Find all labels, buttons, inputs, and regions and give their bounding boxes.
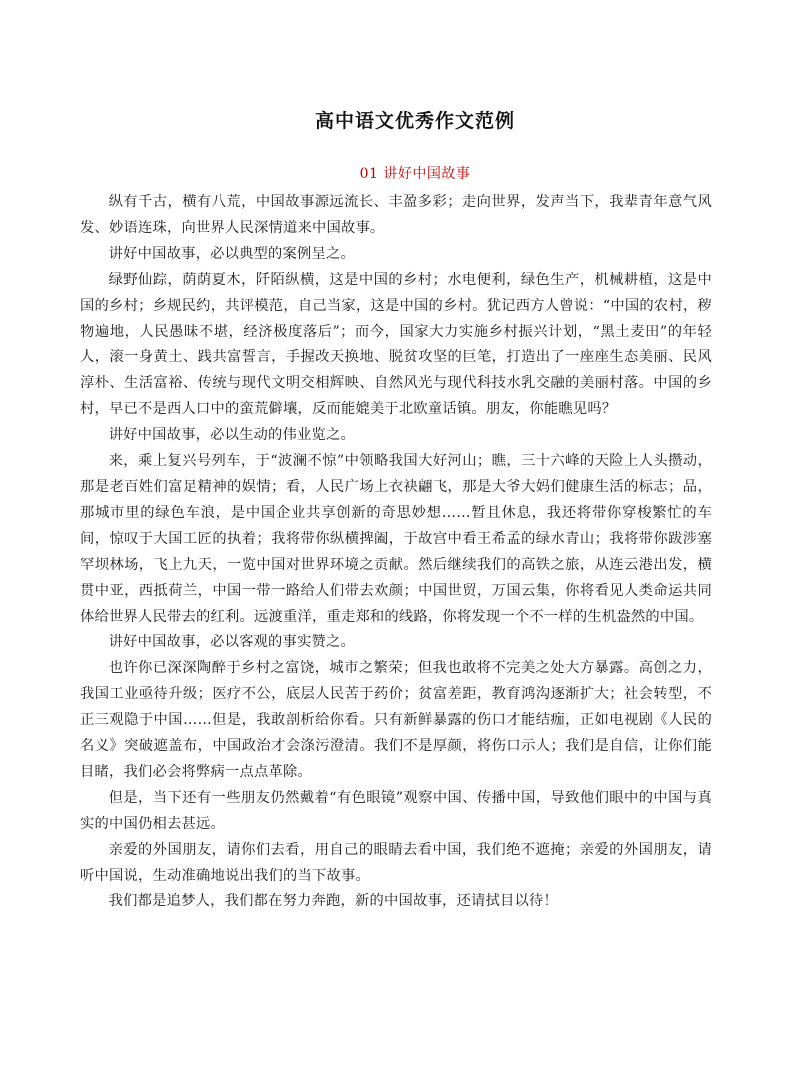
paragraph: 来，乘上复兴号列车，于“波澜不惊”中领略我国大好河山；瞧，三十六峰的天险上人头攒动，那是老百姓们富足精神的娱情；看，人民广场上衣袂翩飞，那是大爷大妈们健康生活的标志；品，那城市里的绿色车浪，是中国企业共享创新的奇思妙想……暂且休息，我还将带你穿梭繁忙的车间，惊叹于大国工匠的执着；我将带你纵横捭阖，于故宫中看王希孟的绿水青山；我将带你跋涉塞罕坝林场，飞上九天，一览中国对世界环境之贡献。然后继续我们的高铁之旅，从连云港出发，横贯中亚，西抵荷兰，中国一带一路给人们带去欢颜；中国世贸，万国云集，你将看见人类命运共同体给世界人民带去的红利。远渡重洋，重走郑和的线路，你将发现一个不一样的生机盎然的中国。 bbox=[80, 453, 712, 625]
paragraph: 绿野仙踪，荫荫夏木，阡陌纵横，这是中国的乡村；水电便利，绿色生产，机械耕植，这是中国的乡村；乡规民约，共评模范，自己当家，这是中国的乡村。犹记西方人曾说：“中国的农村，秽物遍地，人民愚昧不堪，经济极度落后”；而今，国家大力实施乡村振兴计划，“黑土麦田”的年轻人，滚一身黄土、践共富誓言，手握改天换地、脱贫攻坚的巨笔，打造出了一座座生态美丽、民风淳朴、生活富裕、传统与现代文明交相辉映、自然风光与现代科技水乳交融的美丽村落。中国的乡村，早已不是西人口中的蛮荒僻壤，反而能媲美于北欧童话镇。朋友，你能瞧见吗？ bbox=[80, 271, 712, 418]
paragraph: 讲好中国故事，必以客观的事实赞之。 bbox=[108, 634, 356, 651]
paragraph: 亲爱的外国朋友，请你们去看，用自己的眼睛去看中国，我们绝不遮掩；亲爱的外国朋友，请听中国说，生动准确地说出我们的当下故事。 bbox=[80, 841, 712, 884]
paragraph: 也许你已深深陶醉于乡村之富饶，城市之繁荣；但我也敢将不完美之处大方暴露。高创之力，我国工业亟待升级；医疗不公，底层人民苦于药价；贫富差距，教育鸿沟逐渐扩大；社会转型，不正三观隐于中国……但是，我敢剖析给你看。只有新鲜暴露的伤口才能结痂，正如电视剧《人民的名义》突破遮盖布，中国政治才会涤污澄清。我们不是厚颜，将伤口示人；我们是自信，让你们能目睹，我们必会将弊病一点点革除。 bbox=[80, 660, 712, 780]
section-heading: 01 讲好中国故事 bbox=[359, 166, 471, 182]
paragraph: 我们都是追梦人，我们都在努力奔跑，新的中国故事，还请拭目以待！ bbox=[108, 893, 558, 910]
document-body bbox=[80, 190, 712, 915]
paragraph: 但是，当下还有一些朋友仍然戴着“有色眼镜”观察中国、传播中国，导致他们眼中的中国与真实的中国仍相去甚远。 bbox=[80, 789, 712, 832]
paragraph: 纵有千古，横有八荒，中国故事源远流长、丰盈多彩；走向世界，发声当下，我辈青年意气风发、妙语连珠，向世界人民深情道来中国故事。 bbox=[80, 194, 712, 236]
paragraph: 讲好中国故事，必以典型的案例呈之。 bbox=[108, 245, 356, 262]
paragraph: 讲好中国故事，必以生动的伟业览之。 bbox=[108, 427, 356, 444]
document-title: 高中语文优秀作文范例 bbox=[314, 110, 515, 132]
